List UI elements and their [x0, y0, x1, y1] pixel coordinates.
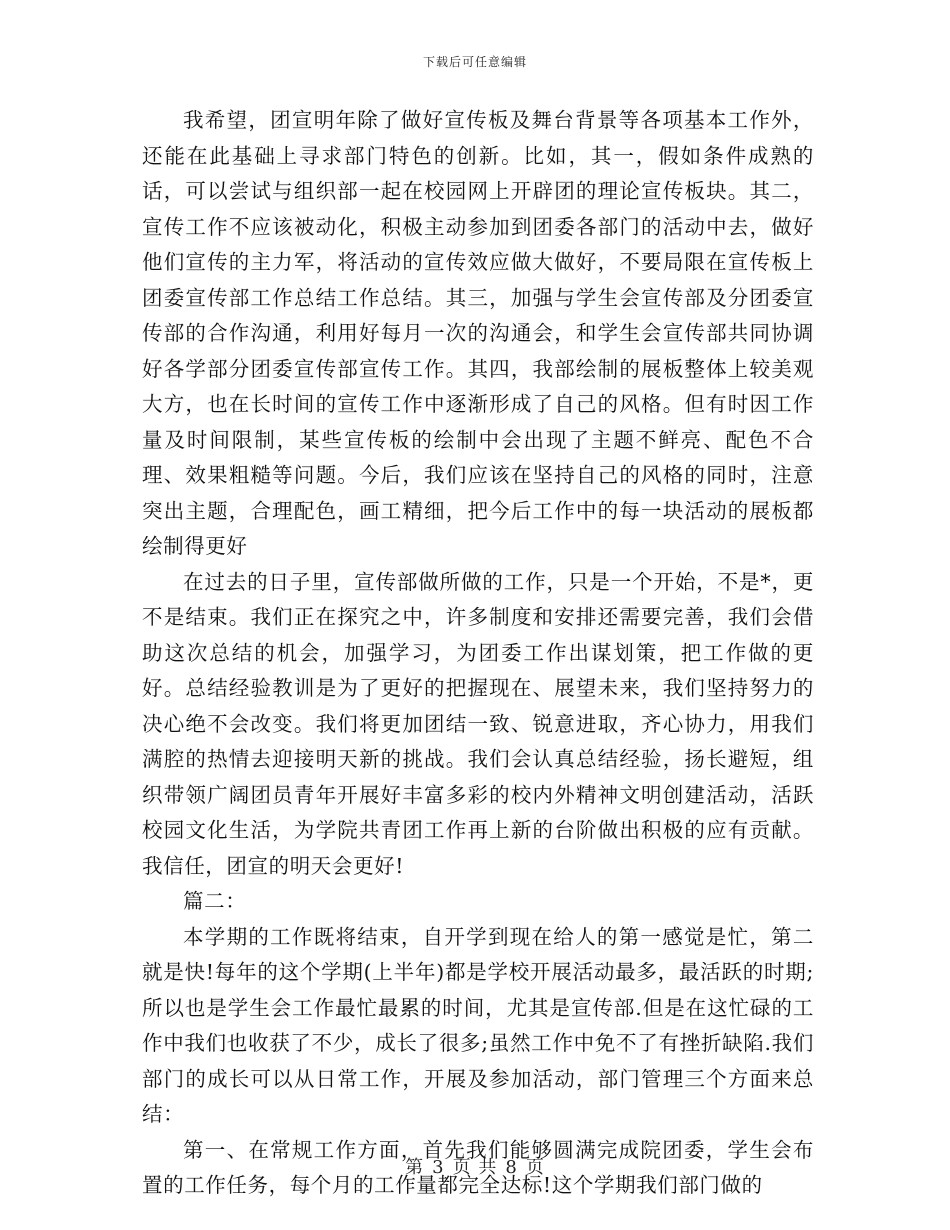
page-header: 下载后可任意编辑: [422, 55, 527, 69]
paragraph-4: 第一、在常规工作方面，首先我们能够圆满完成院团委，学生会布置的工作任务，每个月的工作量都完全达标!这个学期我们部门做的: [142, 1137, 814, 1197]
paragraph-1: 我希望，团宣明年除了做好宣传板及舞台背景等各项基本工作外，还能在此基础上寻求部门特色的创新。比如，其一，假如条件成熟的话，可以尝试与组织部一起在校园网上开辟团的理论宣传板块。其二，宣传工作不应该被动化，积极主动参加到团委各部门的活动中去，做好他们宣传的主力军，将活动的宣传效应做大做好，不要局限在宣传板上团委宣传部工作总结工作总结。其三，加强与学生会宣传部及分团委宣传部的合作沟通，利用好每月一次的沟通会，和学生会宣传部共同协调好各学部分团委宣传部宣传工作。其四，我部绘制的展板整体上较美观大方，也在长时间的宣传工作中逐渐形成了自己的风格。但有时因工作量及时间限制，某些宣传板的绘制中会出现了主题不鲜亮、配色不合理、效果粗糙等问题。今后，我们应该在坚持自己的风格的同时，注意突出主题，合理配色，画工精细，把今后工作中的每一块活动的展板都绘制得更好: [142, 108, 814, 558]
footer-middle: 页 共: [452, 1157, 498, 1178]
footer-prefix: 第: [405, 1157, 425, 1178]
paragraph-3: 本学期的工作既将结束，自开学到现在给人的第一感觉是忙，第二就是快!每年的这个学期(上半年)都是学校开展活动最多，最活跃的时期;所以也是学生会工作最忙最累的时间，尤其是宣传部.但是在这忙碌的工作中我们也收获了不少，成长了很多;虽然工作中免不了有挫折缺陷.我们部门的成长可以从日常工作，开展及参加活动，部门管理三个方面来总结：: [142, 924, 814, 1126]
page-footer: [0, 1153, 950, 1179]
footer-suffix: 页: [525, 1157, 545, 1178]
section-heading: 篇二：: [183, 889, 247, 913]
paragraph-2: 在过去的日子里，宣传部做所做的工作，只是一个开始，不是*，更不是结束。我们正在探究之中，许多制度和安排还需要完善，我们会借助这次总结的机会，加强学习，为团委工作出谋划策，把工作做的更好。总结经验教训是为了更好的把握现在、展望未来，我们坚持努力的决心绝不会改变。我们将更加团结一致、锐意进取，齐心协力，用我们满腔的热情去迎接明天新的挑战。我们会认真总结经验，扬长避短，组织带领广阔团员青年开展好丰富多彩的校内外精神文明创建活动，活跃校园文化生活，为学院共青团工作再上新的台阶做出积极的应有贡献。我信任，团宣的明天会更好!: [142, 569, 814, 878]
total-pages: 8: [505, 1157, 518, 1178]
page-number: 3: [432, 1157, 445, 1178]
document-body: [142, 103, 814, 1204]
